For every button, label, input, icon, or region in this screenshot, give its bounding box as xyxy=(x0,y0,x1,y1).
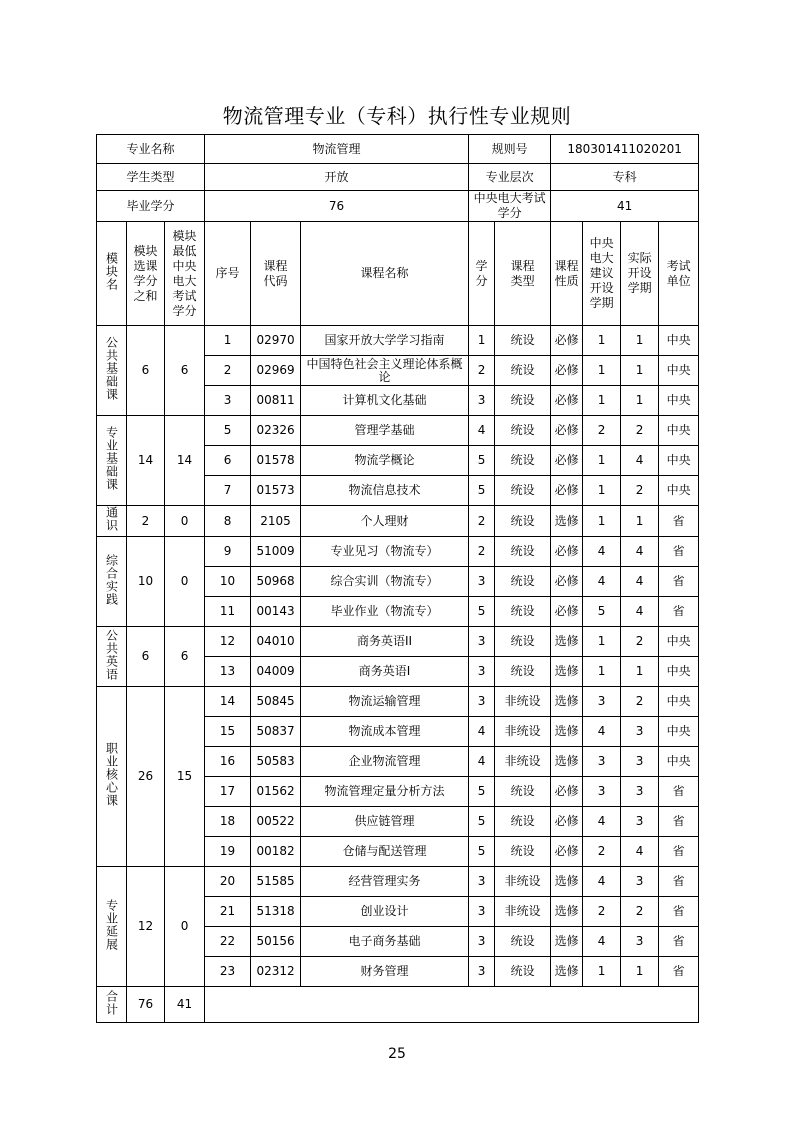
rule-no-value: 180301411020201 xyxy=(551,135,699,164)
central-credit-value: 41 xyxy=(551,191,699,222)
course-exam-unit: 省 xyxy=(659,807,699,837)
course-type: 统设 xyxy=(495,627,551,657)
course-suggested-semester: 3 xyxy=(583,687,621,717)
course-type: 统设 xyxy=(495,537,551,567)
course-name: 管理学基础 xyxy=(301,416,469,446)
course-exam-unit: 省 xyxy=(659,837,699,867)
course-type: 统设 xyxy=(495,837,551,867)
course-row xyxy=(97,867,699,897)
course-name: 财务管理 xyxy=(301,957,469,987)
header-module-min: 模块最低中央电大考试学分 xyxy=(165,222,205,326)
course-code: 00811 xyxy=(251,386,301,416)
course-credit: 3 xyxy=(469,897,495,927)
course-code: 50837 xyxy=(251,717,301,747)
course-nature: 必修 xyxy=(551,416,583,446)
module-name-text: 通识 xyxy=(104,506,119,532)
header-exam-unit: 考试单位 xyxy=(659,222,699,326)
course-code: 02326 xyxy=(251,416,301,446)
course-suggested-semester: 2 xyxy=(583,837,621,867)
course-credit: 2 xyxy=(469,506,495,537)
course-nature: 选修 xyxy=(551,717,583,747)
grad-credit-label: 毕业学分 xyxy=(97,191,205,222)
course-credit: 4 xyxy=(469,416,495,446)
module-name-text: 公共基础课 xyxy=(104,336,119,401)
module-name-text: 综合实践 xyxy=(104,553,119,606)
course-name: 专业见习（物流专） xyxy=(301,537,469,567)
module-name-text: 专业延展 xyxy=(104,898,119,951)
course-credit: 5 xyxy=(469,777,495,807)
course-code: 00143 xyxy=(251,597,301,627)
course-suggested-semester: 2 xyxy=(583,897,621,927)
course-nature: 必修 xyxy=(551,597,583,627)
course-type: 统设 xyxy=(495,416,551,446)
course-suggested-semester: 1 xyxy=(583,957,621,987)
course-exam-unit: 中央 xyxy=(659,717,699,747)
course-row xyxy=(97,506,699,537)
course-exam-unit: 中央 xyxy=(659,356,699,386)
header-course: 课程名称 xyxy=(301,222,469,326)
course-actual-semester: 2 xyxy=(621,627,659,657)
course-code: 02970 xyxy=(251,326,301,356)
course-seq: 9 xyxy=(205,537,251,567)
course-code: 04010 xyxy=(251,627,301,657)
course-suggested-semester: 1 xyxy=(583,627,621,657)
module-credit-sum: 6 xyxy=(127,326,165,416)
course-actual-semester: 1 xyxy=(621,356,659,386)
course-exam-unit: 中央 xyxy=(659,476,699,506)
course-suggested-semester: 1 xyxy=(583,446,621,476)
course-name: 计算机文化基础 xyxy=(301,386,469,416)
course-actual-semester: 3 xyxy=(621,867,659,897)
course-actual-semester: 1 xyxy=(621,957,659,987)
course-exam-unit: 省 xyxy=(659,777,699,807)
course-suggested-semester: 1 xyxy=(583,506,621,537)
module-min-central-credit: 0 xyxy=(165,506,205,537)
course-nature: 必修 xyxy=(551,567,583,597)
course-exam-unit: 省 xyxy=(659,867,699,897)
course-credit: 3 xyxy=(469,657,495,687)
course-actual-semester: 4 xyxy=(621,537,659,567)
course-code: 01562 xyxy=(251,777,301,807)
course-exam-unit: 省 xyxy=(659,927,699,957)
course-name: 毕业作业（物流专） xyxy=(301,597,469,627)
header-module-sum: 模块选课学分之和 xyxy=(127,222,165,326)
course-suggested-semester: 1 xyxy=(583,356,621,386)
course-credit: 5 xyxy=(469,837,495,867)
course-code: 50968 xyxy=(251,567,301,597)
total-label-text: 合计 xyxy=(104,989,119,1016)
course-seq: 22 xyxy=(205,927,251,957)
course-credit: 4 xyxy=(469,747,495,777)
course-credit: 3 xyxy=(469,957,495,987)
module-name xyxy=(97,867,127,987)
course-name: 商务英语II xyxy=(301,627,469,657)
module-name-text: 专业基础课 xyxy=(104,426,119,491)
course-nature: 必修 xyxy=(551,356,583,386)
course-credit: 5 xyxy=(469,476,495,506)
course-credit: 3 xyxy=(469,867,495,897)
course-nature: 必修 xyxy=(551,446,583,476)
course-suggested-semester: 5 xyxy=(583,597,621,627)
course-name: 物流管理定量分析方法 xyxy=(301,777,469,807)
module-name-text: 公共英语 xyxy=(104,628,119,681)
course-code: 01578 xyxy=(251,446,301,476)
course-exam-unit: 中央 xyxy=(659,386,699,416)
module-min-central-credit: 14 xyxy=(165,416,205,506)
course-code: 01573 xyxy=(251,476,301,506)
course-actual-semester: 3 xyxy=(621,807,659,837)
course-type: 统设 xyxy=(495,356,551,386)
course-code: 51585 xyxy=(251,867,301,897)
course-seq: 11 xyxy=(205,597,251,627)
course-actual-semester: 1 xyxy=(621,657,659,687)
course-nature: 选修 xyxy=(551,687,583,717)
course-exam-unit: 中央 xyxy=(659,657,699,687)
course-name: 物流成本管理 xyxy=(301,717,469,747)
course-actual-semester: 1 xyxy=(621,386,659,416)
course-type: 统设 xyxy=(495,326,551,356)
course-seq: 17 xyxy=(205,777,251,807)
course-suggested-semester: 4 xyxy=(583,537,621,567)
course-suggested-semester: 3 xyxy=(583,777,621,807)
course-name: 个人理财 xyxy=(301,506,469,537)
total-min-central-credit: 41 xyxy=(165,987,205,1023)
course-credit: 4 xyxy=(469,717,495,747)
course-name: 国家开放大学学习指南 xyxy=(301,326,469,356)
module-credit-sum: 26 xyxy=(127,687,165,867)
course-credit: 3 xyxy=(469,567,495,597)
course-type: 统设 xyxy=(495,597,551,627)
course-type: 非统设 xyxy=(495,747,551,777)
course-seq: 16 xyxy=(205,747,251,777)
module-min-central-credit: 6 xyxy=(165,326,205,416)
course-credit: 5 xyxy=(469,446,495,476)
course-seq: 2 xyxy=(205,356,251,386)
course-nature: 选修 xyxy=(551,506,583,537)
course-name: 物流信息技术 xyxy=(301,476,469,506)
module-min-central-credit: 6 xyxy=(165,627,205,687)
rules-table xyxy=(96,134,699,1023)
course-nature: 必修 xyxy=(551,476,583,506)
course-row xyxy=(97,537,699,567)
course-name: 电子商务基础 xyxy=(301,927,469,957)
course-credit: 5 xyxy=(469,807,495,837)
course-exam-unit: 中央 xyxy=(659,747,699,777)
course-name: 经营管理实务 xyxy=(301,867,469,897)
module-credit-sum: 12 xyxy=(127,867,165,987)
course-exam-unit: 中央 xyxy=(659,446,699,476)
module-name xyxy=(97,326,127,416)
course-name: 中国特色社会主义理论体系概论 xyxy=(301,356,469,386)
course-credit: 2 xyxy=(469,356,495,386)
course-suggested-semester: 4 xyxy=(583,717,621,747)
course-actual-semester: 4 xyxy=(621,597,659,627)
course-code: 50156 xyxy=(251,927,301,957)
course-type: 非统设 xyxy=(495,717,551,747)
module-name xyxy=(97,627,127,687)
module-name xyxy=(97,537,127,627)
course-nature: 选修 xyxy=(551,957,583,987)
course-suggested-semester: 1 xyxy=(583,326,621,356)
page-number: 25 xyxy=(388,1046,406,1062)
course-exam-unit: 中央 xyxy=(659,416,699,446)
course-actual-semester: 2 xyxy=(621,416,659,446)
course-code: 2105 xyxy=(251,506,301,537)
course-seq: 15 xyxy=(205,717,251,747)
course-exam-unit: 省 xyxy=(659,537,699,567)
student-type-label: 学生类型 xyxy=(97,164,205,191)
course-type: 非统设 xyxy=(495,867,551,897)
course-seq: 13 xyxy=(205,657,251,687)
course-actual-semester: 3 xyxy=(621,927,659,957)
course-code: 51318 xyxy=(251,897,301,927)
course-exam-unit: 省 xyxy=(659,957,699,987)
course-code: 50583 xyxy=(251,747,301,777)
course-nature: 选修 xyxy=(551,627,583,657)
course-type: 非统设 xyxy=(495,687,551,717)
central-credit-label: 中央电大考试学分 xyxy=(469,191,551,222)
module-credit-sum: 2 xyxy=(127,506,165,537)
course-nature: 必修 xyxy=(551,326,583,356)
course-credit: 3 xyxy=(469,687,495,717)
course-row xyxy=(97,687,699,717)
course-actual-semester: 4 xyxy=(621,446,659,476)
course-name: 仓储与配送管理 xyxy=(301,837,469,867)
course-seq: 23 xyxy=(205,957,251,987)
course-actual-semester: 2 xyxy=(621,476,659,506)
header-credit: 学分 xyxy=(469,222,495,326)
course-row xyxy=(97,627,699,657)
course-actual-semester: 2 xyxy=(621,897,659,927)
course-seq: 21 xyxy=(205,897,251,927)
course-type: 统设 xyxy=(495,446,551,476)
total-credit-sum: 76 xyxy=(127,987,165,1023)
document-title: 物流管理专业（专科）执行性专业规则 xyxy=(222,104,572,128)
level-label: 专业层次 xyxy=(469,164,551,191)
course-code: 50845 xyxy=(251,687,301,717)
course-nature: 选修 xyxy=(551,927,583,957)
course-exam-unit: 中央 xyxy=(659,687,699,717)
course-suggested-semester: 1 xyxy=(583,476,621,506)
module-name xyxy=(97,506,127,537)
course-exam-unit: 中央 xyxy=(659,627,699,657)
header-nature: 课程性质 xyxy=(551,222,583,326)
total-empty-cell xyxy=(205,987,699,1023)
course-suggested-semester: 2 xyxy=(583,416,621,446)
course-seq: 12 xyxy=(205,627,251,657)
course-code: 02969 xyxy=(251,356,301,386)
course-type: 统设 xyxy=(495,567,551,597)
course-code: 02312 xyxy=(251,957,301,987)
course-code: 51009 xyxy=(251,537,301,567)
course-actual-semester: 3 xyxy=(621,777,659,807)
column-header-row xyxy=(97,222,699,326)
header-code: 课程代码 xyxy=(251,222,301,326)
course-exam-unit: 省 xyxy=(659,897,699,927)
course-exam-unit: 省 xyxy=(659,597,699,627)
course-credit: 3 xyxy=(469,386,495,416)
course-nature: 选修 xyxy=(551,897,583,927)
course-code: 04009 xyxy=(251,657,301,687)
course-actual-semester: 4 xyxy=(621,837,659,867)
course-row xyxy=(97,416,699,446)
module-name xyxy=(97,687,127,867)
header-module: 模块名 xyxy=(104,252,119,291)
course-suggested-semester: 3 xyxy=(583,747,621,777)
course-exam-unit: 省 xyxy=(659,506,699,537)
rule-no-label: 规则号 xyxy=(469,135,551,164)
course-nature: 必修 xyxy=(551,537,583,567)
course-name: 供应链管理 xyxy=(301,807,469,837)
course-actual-semester: 1 xyxy=(621,326,659,356)
course-suggested-semester: 4 xyxy=(583,927,621,957)
course-seq: 19 xyxy=(205,837,251,867)
course-name: 综合实训（物流专） xyxy=(301,567,469,597)
course-suggested-semester: 1 xyxy=(583,386,621,416)
course-nature: 选修 xyxy=(551,657,583,687)
course-code: 00522 xyxy=(251,807,301,837)
course-nature: 选修 xyxy=(551,867,583,897)
course-seq: 5 xyxy=(205,416,251,446)
course-seq: 8 xyxy=(205,506,251,537)
header-type: 课程类型 xyxy=(495,222,551,326)
course-name: 物流运输管理 xyxy=(301,687,469,717)
course-seq: 14 xyxy=(205,687,251,717)
major-name-value: 物流管理 xyxy=(205,135,469,164)
course-credit: 1 xyxy=(469,326,495,356)
course-type: 统设 xyxy=(495,386,551,416)
course-credit: 5 xyxy=(469,597,495,627)
course-nature: 必修 xyxy=(551,807,583,837)
level-value: 专科 xyxy=(551,164,699,191)
header-actual: 实际开设学期 xyxy=(621,222,659,326)
course-row xyxy=(97,326,699,356)
total-row xyxy=(97,987,699,1023)
course-suggested-semester: 1 xyxy=(583,657,621,687)
course-nature: 必修 xyxy=(551,777,583,807)
course-credit: 3 xyxy=(469,627,495,657)
course-type: 统设 xyxy=(495,476,551,506)
module-name-text: 职业核心课 xyxy=(104,742,119,807)
course-seq: 1 xyxy=(205,326,251,356)
course-type: 统设 xyxy=(495,957,551,987)
student-type-value: 开放 xyxy=(205,164,469,191)
module-credit-sum: 10 xyxy=(127,537,165,627)
course-suggested-semester: 4 xyxy=(583,867,621,897)
course-actual-semester: 4 xyxy=(621,567,659,597)
module-credit-sum: 14 xyxy=(127,416,165,506)
course-type: 统设 xyxy=(495,657,551,687)
module-credit-sum: 6 xyxy=(127,627,165,687)
module-min-central-credit: 15 xyxy=(165,687,205,867)
course-name: 物流学概论 xyxy=(301,446,469,476)
course-credit: 2 xyxy=(469,537,495,567)
course-type: 统设 xyxy=(495,927,551,957)
course-type: 统设 xyxy=(495,807,551,837)
course-name: 创业设计 xyxy=(301,897,469,927)
course-name: 企业物流管理 xyxy=(301,747,469,777)
course-actual-semester: 2 xyxy=(621,687,659,717)
major-name-label: 专业名称 xyxy=(97,135,205,164)
module-name xyxy=(97,416,127,506)
course-suggested-semester: 4 xyxy=(583,567,621,597)
course-exam-unit: 省 xyxy=(659,567,699,597)
header-seq: 序号 xyxy=(205,222,251,326)
course-name: 商务英语I xyxy=(301,657,469,687)
course-exam-unit: 中央 xyxy=(659,326,699,356)
total-label xyxy=(97,987,127,1023)
course-actual-semester: 3 xyxy=(621,747,659,777)
course-nature: 必修 xyxy=(551,386,583,416)
course-type: 统设 xyxy=(495,777,551,807)
grad-credit-value: 76 xyxy=(205,191,469,222)
course-code: 00182 xyxy=(251,837,301,867)
module-min-central-credit: 0 xyxy=(165,537,205,627)
course-suggested-semester: 4 xyxy=(583,807,621,837)
course-seq: 3 xyxy=(205,386,251,416)
course-nature: 选修 xyxy=(551,747,583,777)
course-credit: 3 xyxy=(469,927,495,957)
header-suggest: 中央电大建议开设学期 xyxy=(583,222,621,326)
course-actual-semester: 3 xyxy=(621,717,659,747)
course-actual-semester: 1 xyxy=(621,506,659,537)
course-type: 非统设 xyxy=(495,897,551,927)
course-seq: 7 xyxy=(205,476,251,506)
course-nature: 必修 xyxy=(551,837,583,867)
module-min-central-credit: 0 xyxy=(165,867,205,987)
course-seq: 20 xyxy=(205,867,251,897)
course-seq: 18 xyxy=(205,807,251,837)
course-seq: 10 xyxy=(205,567,251,597)
course-seq: 6 xyxy=(205,446,251,476)
course-type: 统设 xyxy=(495,506,551,537)
